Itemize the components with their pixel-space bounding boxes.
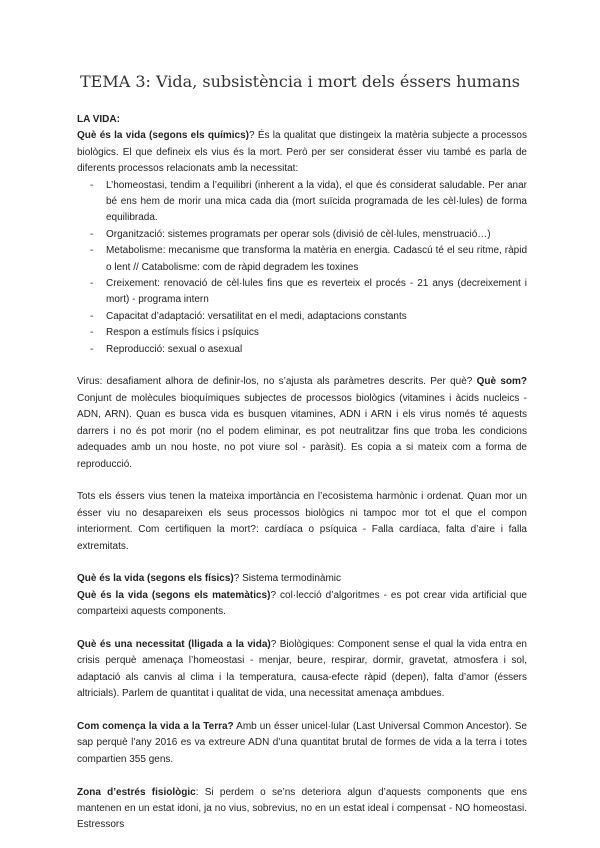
virus-text-2: Conjunt de molècules bioquímiques subjectes de processos biològics (vitamines i àcids nucleics - ADN, ARN). Quan es busca vida es busquen vitamines, ADN i ARN i els virus només té aquests darrers i no és pot morir (no el podem eliminar, es pot neutralitzar fins que troba les condicions adequades amb un nou hoste, no pot viure sol - paràsit). Es copia a si mateix com a forma de reproducció. [77, 392, 527, 470]
paragraph-chemists [77, 128, 527, 177]
chemists-question: Què és la vida (segons els químics) [77, 130, 249, 142]
mathematicians-question: Què és la vida (segons els matemàtics) [77, 589, 271, 601]
list-item: - Capacitat d’adaptació: versatilitat en el medi, adaptacions constants [77, 309, 527, 325]
section-heading [77, 112, 527, 128]
stress-text: : Si perdem o se’ns deteriora algun d’aquests components que ens mantenen en un estat idoni, ja no vius, sobrevius, no en un estat ideal i compensat - NO homeostasi. Estressors [77, 786, 527, 831]
document-body [77, 112, 527, 834]
list-item: - Creixement: renovació de cèl·lules fins que es reverteix el procés - 21 anys (decreixement i mort) - programa intern [77, 276, 527, 309]
paragraph-death: Tots els éssers vius tenen la mateixa importància en l’ecosistema harmònic i ordenat. Quan mor un ésser viu no desapareixen els seus processos biològics ni tampoc mor tot el que el compon interiorment. Com certifiquen la mort?: cardíaca o psíquica - Falla cardíaca, falta d’aire i falla extremitats. [77, 491, 527, 552]
mathematicians-answer: ? col·lecció d’algoritmes - es pot crear vida artificial que comparteixi aquests components. [77, 589, 527, 618]
stress-heading: Zona d’estrés fisiològic [77, 786, 196, 798]
physicists-answer: ? Sistema termodinàmic [233, 573, 341, 585]
virus-text-1: Virus: desafiament alhora de definir-los, no s’ajusta als paràmetres descrits. Per què? [77, 376, 477, 388]
list-item: - Metabolisme: mecanisme que transforma la matèria en energia. Cadascú té el seu ritme, ràpid o lent // Catabolisme: com de ràpid degradem les toxines [77, 243, 527, 276]
paragraph-virus [77, 374, 527, 472]
chemists-answer: ? És la qualitat que distingeix la matèria subjecte a processos biològics. El que defineix els vius és la mort. Però per ser considerat ésser viu també es parla de diferents processos relacionats amb la necessitat: [77, 130, 527, 175]
list-item: - Reproducció: sexual o asexual [77, 342, 527, 358]
list-item: - Organització: sistemes programats per operar sols (divisió de cèl·lules, menstruació…) [77, 227, 527, 243]
paragraph-need [77, 637, 527, 703]
section-heading-text: LA VIDA: [77, 114, 120, 125]
paragraph-stress [77, 785, 527, 834]
paragraph-earth [77, 719, 527, 768]
page-title: TEMA 3: Vida, subsistència i mort dels éssers humans [79, 72, 520, 91]
physicists-question: Què és la vida (segons els físics) [77, 573, 234, 585]
paragraph-mathematicians [77, 588, 527, 621]
need-answer: ? Biològiques: Component sense el qual la vida entra en crisis perquè amenaça l’homeostasi - menjar, beure, respirar, dormir, gravetat, atmosfera i sol, adaptació als canvis al clima i la temperatura, causa-efecte ràpid (depen), falta d’amor (éssers altricials). Parlem de quantitat i qualitat de vida, una necessitat amenaça ambdues. [77, 638, 527, 700]
virus-question: Què som? [476, 376, 527, 388]
life-process-list [77, 178, 527, 358]
need-question: Què és una necessitat (lligada a la vida) [77, 638, 271, 650]
earth-question: Com comença la vida a la Terra? [77, 720, 234, 732]
earth-answer: Amb un ésser unicel·lular (Last Universal Common Ancestor). Se sap perquè l’any 2016 es va extreure ADN d’una quantitat brutal de formes de vida a la terra i totes compartien 355 gens. [77, 720, 527, 765]
list-item: - Respon a estímuls físics i psíquics [77, 325, 527, 341]
paragraph-physicists [77, 571, 527, 587]
list-item: - L’homeostasi, tendim a l’equilibri (inherent a la vida), el que és considerat saludable. Per anar bé ens hem de morir una mica cada dia (mort suïcida programada de les cèl·lules) de forma equilibrada. [77, 178, 527, 227]
